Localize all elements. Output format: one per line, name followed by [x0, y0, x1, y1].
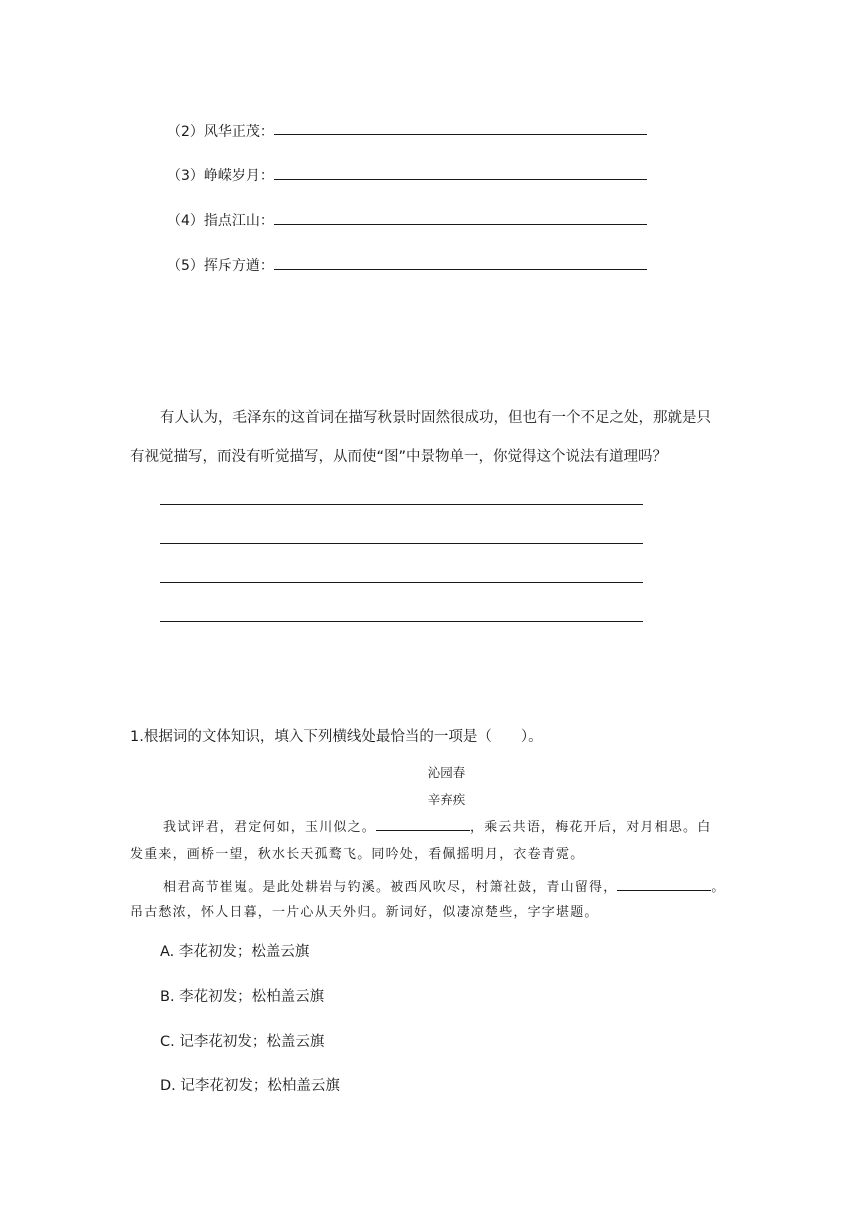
poem-text: 相君高节崔嵬。是此处耕岩与钓溪。被西风吹尽，村箫社鼓，青山留得，	[163, 880, 618, 895]
answer-line[interactable]	[160, 621, 643, 622]
poem-line: 吊古愁浓，怀人日暮，一片心从天外归。新词好，似凄凉楚些，字字堪题。	[130, 905, 599, 920]
answer-line[interactable]	[160, 543, 643, 544]
fill-item-blank[interactable]	[274, 179, 647, 180]
fill-item-label: （4）指点江山：	[167, 213, 274, 229]
fill-item-label: （2）风华正茂：	[167, 124, 274, 140]
fill-item	[167, 207, 274, 231]
poem-blank[interactable]	[376, 818, 470, 831]
poem-author: 辛弃疾	[427, 792, 466, 807]
fill-item-label: （3）峥嵘岁月：	[167, 168, 274, 184]
option-a[interactable]: A. 李花初发；松盖云旗	[160, 944, 310, 960]
poem-line: 发重来，画桥一望，秋水长天孤鹜飞。同吟处，看佩摇明月，衣卷青霓。	[130, 847, 585, 862]
option-c[interactable]: C. 记李花初发；松盖云旗	[160, 1034, 325, 1050]
poem-text: 。	[711, 880, 726, 895]
fill-item	[167, 252, 274, 276]
fill-item	[167, 118, 274, 142]
fill-item-blank[interactable]	[274, 224, 647, 225]
discussion-line-1: 有人认为，毛泽东的这首词在描写秋景时固然很成功，但也有一个不足之处，那就是只	[160, 410, 711, 426]
fill-item-blank[interactable]	[274, 269, 647, 270]
option-d[interactable]: D. 记李花初发；松柏盖云旗	[160, 1078, 340, 1094]
discussion-line-2: 有视觉描写，而没有听觉描写，从而使“图”中景物单一，你觉得这个说法有道理吗？	[130, 449, 668, 465]
fill-item	[167, 162, 274, 186]
question-stem: 1.根据词的文体知识，填入下列横线处最恰当的一项是（ ）。	[130, 729, 543, 745]
poem-blank[interactable]	[617, 878, 711, 891]
answer-line[interactable]	[160, 582, 643, 583]
poem-line	[163, 878, 726, 897]
poem-line	[163, 818, 711, 837]
poem-text: ，乘云共语，梅花开后，对月相思。白	[470, 820, 712, 835]
poem-text: 我试评君，君定何如，玉川似之。	[163, 820, 377, 835]
fill-item-label: （5）挥斥方遒：	[167, 258, 274, 274]
option-b[interactable]: B. 李花初发；松柏盖云旗	[160, 989, 325, 1005]
fill-item-blank[interactable]	[274, 134, 647, 135]
answer-line[interactable]	[160, 504, 643, 505]
poem-title: 沁园春	[427, 765, 466, 780]
